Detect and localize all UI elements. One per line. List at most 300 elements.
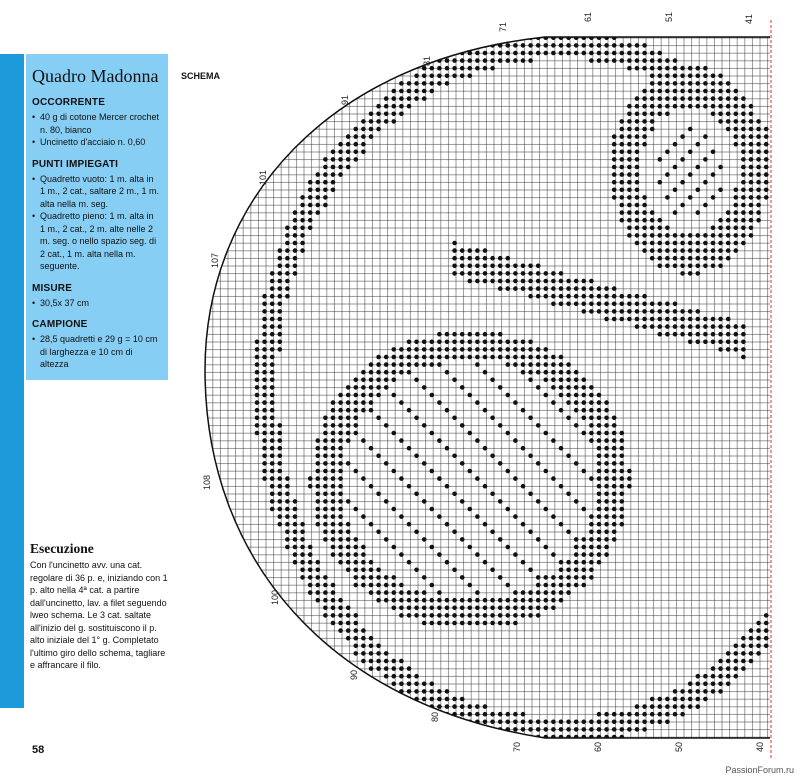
filled-square-dot [316,484,321,489]
filled-square-dot [749,218,754,223]
filled-square-dot [703,317,708,322]
filled-square-dot [612,507,617,512]
filled-square-dot [673,309,678,314]
filled-square-dot [270,279,275,284]
filled-square-dot [414,347,419,352]
filled-square-dot [597,294,602,299]
filled-square-dot [338,484,343,489]
filled-square-dot [293,507,298,512]
filled-square-dot [483,355,488,360]
filled-square-dot [528,355,533,360]
filled-square-dot [741,347,746,352]
filled-square-dot [680,134,685,139]
filled-square-dot [323,454,328,459]
filled-square-dot [589,438,594,443]
filled-square-dot [688,689,693,694]
filled-square-dot [468,332,473,337]
filled-square-dot [658,309,663,314]
filled-square-dot [498,340,503,345]
filled-square-dot [635,104,640,109]
filled-square-dot [445,704,450,709]
filled-square-dot [422,347,427,352]
filled-square-dot [635,241,640,246]
filled-square-dot [658,180,663,185]
filled-square-dot [536,370,541,375]
filled-square-dot [414,530,419,535]
filled-square-dot [726,233,731,238]
filled-square-dot [513,613,518,618]
filled-square-dot [536,355,541,360]
filled-square-dot [483,51,488,56]
filled-square-dot [270,431,275,436]
filled-square-dot [696,248,701,253]
filled-square-dot [483,727,488,732]
filled-square-dot [407,590,412,595]
filled-square-dot [597,309,602,314]
filled-square-dot [764,134,769,139]
filled-square-dot [749,188,754,193]
filled-square-dot [620,514,625,519]
filled-square-dot [452,332,457,337]
filled-square-dot [574,378,579,383]
filled-square-dot [278,332,283,337]
filled-square-dot [361,385,366,390]
filled-square-dot [620,720,625,725]
filled-square-dot [528,279,533,284]
filled-square-dot [764,628,769,633]
filled-square-dot [544,720,549,725]
filled-square-dot [490,279,495,284]
filled-square-dot [734,203,739,208]
filled-square-dot [521,51,526,56]
filled-square-dot [278,514,283,519]
filled-square-dot [399,613,404,618]
filled-square-dot [642,58,647,63]
filled-square-dot [536,598,541,603]
filled-square-dot [620,499,625,504]
filled-square-dot [688,66,693,71]
filled-square-dot [414,355,419,360]
filled-square-dot [262,347,267,352]
filled-square-dot [460,575,465,580]
filled-square-dot [308,560,313,565]
row-number-bottom-40: 40 [755,741,765,752]
filled-square-dot [316,575,321,580]
filled-square-dot [696,81,701,86]
filled-square-dot [392,590,397,595]
filled-square-dot [270,302,275,307]
filled-square-dot [346,613,351,618]
filled-square-dot [430,362,435,367]
filled-square-dot [452,271,457,276]
list-item: • Quadretto pieno: 1 m. alta in 1 m., 2 cat., 2 m. alte nelle 2 m. seg. o nello spazio seg. di 2 cat., 1 m. alta nella m. seguente. [32,210,160,273]
filled-square-dot [278,446,283,451]
filled-square-dot [376,454,381,459]
filled-square-dot [338,621,343,626]
filled-square-dot [270,438,275,443]
filled-square-dot [392,606,397,611]
filled-square-dot [544,727,549,732]
filled-square-dot [528,340,533,345]
filled-square-dot [559,370,564,375]
filled-square-dot [528,51,533,56]
filled-square-dot [665,195,670,200]
filled-square-dot [452,378,457,383]
filled-square-dot [445,606,450,611]
filled-square-dot [384,423,389,428]
filled-square-dot [711,666,716,671]
filled-square-dot [680,264,685,269]
filled-square-dot [422,689,427,694]
filled-square-dot [475,66,480,71]
filled-square-dot [437,613,442,618]
filled-square-dot [392,682,397,687]
filled-square-dot [384,355,389,360]
filled-square-dot [544,271,549,276]
filled-square-dot [734,142,739,147]
filled-square-dot [620,469,625,474]
filled-square-dot [300,522,305,527]
filled-square-dot [544,378,549,383]
filled-square-dot [346,385,351,390]
filled-square-dot [384,378,389,383]
filled-square-dot [635,134,640,139]
filled-square-dot [551,286,556,291]
filled-square-dot [566,492,571,497]
filled-square-dot [635,172,640,177]
filled-square-dot [437,514,442,519]
filled-square-dot [642,195,647,200]
filled-square-dot [437,621,442,626]
filled-square-dot [361,127,366,132]
filled-square-dot [369,575,374,580]
filled-square-dot [635,58,640,63]
filled-square-dot [285,279,290,284]
filled-square-dot [711,81,716,86]
filled-square-dot [612,294,617,299]
filled-square-dot [589,286,594,291]
filled-square-dot [521,712,526,717]
filled-square-dot [665,233,670,238]
filled-square-dot [658,51,663,56]
filled-square-dot [285,484,290,489]
filled-square-dot [597,400,602,405]
filled-square-dot [475,355,480,360]
filled-square-dot [270,370,275,375]
filled-square-dot [285,537,290,542]
filled-square-dot [506,256,511,261]
filled-square-dot [506,431,511,436]
filled-square-dot [399,583,404,588]
filled-square-dot [346,461,351,466]
filled-square-dot [597,560,602,565]
filled-square-dot [521,484,526,489]
filled-square-dot [316,469,321,474]
filled-square-dot [323,537,328,542]
filled-square-dot [635,720,640,725]
filled-square-dot [270,423,275,428]
filled-square-dot [749,112,754,117]
filled-square-dot [756,142,761,147]
filled-square-dot [726,340,731,345]
filled-square-dot [316,499,321,504]
filled-square-dot [338,393,343,398]
filled-square-dot [582,545,587,550]
filled-square-dot [285,294,290,299]
filled-square-dot [536,590,541,595]
filled-square-dot [604,484,609,489]
filled-square-dot [338,598,343,603]
filled-square-dot [506,393,511,398]
filled-square-dot [483,332,488,337]
filled-square-dot [627,712,632,717]
filled-square-dot [262,362,267,367]
filled-square-dot [627,218,632,223]
filled-square-dot [430,682,435,687]
filled-square-dot [741,172,746,177]
filled-square-dot [338,157,343,162]
filled-square-dot [399,514,404,519]
filled-square-dot [726,226,731,231]
filled-square-dot [574,552,579,557]
filled-square-dot [574,43,579,48]
filled-square-dot [620,180,625,185]
filled-square-dot [574,727,579,732]
filled-square-dot [430,697,435,702]
filled-square-dot [665,256,670,261]
filled-square-dot [285,514,290,519]
row-number-80: 80 [430,711,440,722]
filled-square-dot [756,180,761,185]
filled-square-dot [384,461,389,466]
filled-square-dot [559,355,564,360]
filled-square-dot [597,438,602,443]
filled-square-dot [513,279,518,284]
filled-square-dot [331,172,336,177]
filled-square-dot [589,400,594,405]
filled-square-dot [741,203,746,208]
filled-square-dot [559,408,564,413]
filled-square-dot [582,552,587,557]
filled-square-dot [627,720,632,725]
filled-square-dot [331,530,336,535]
filled-square-dot [399,682,404,687]
filled-square-dot [361,575,366,580]
filled-square-dot [741,134,746,139]
filled-square-dot [604,309,609,314]
filled-square-dot [627,210,632,215]
filled-square-dot [475,51,480,56]
filled-square-dot [270,476,275,481]
filled-square-dot [407,682,412,687]
filled-square-dot [620,165,625,170]
filled-square-dot [392,469,397,474]
filled-square-dot [718,165,723,170]
filled-square-dot [756,127,761,132]
filled-square-dot [316,568,321,573]
filled-square-dot [430,74,435,79]
filled-square-dot [255,340,260,345]
filled-square-dot [323,530,328,535]
filled-square-dot [589,476,594,481]
filled-square-dot [460,271,465,276]
filled-square-dot [262,438,267,443]
filled-square-dot [399,370,404,375]
filled-square-dot [528,727,533,732]
filled-square-dot [604,438,609,443]
filled-square-dot [338,446,343,451]
filled-square-dot [521,347,526,352]
filled-square-dot [361,628,366,633]
filled-square-dot [658,58,663,63]
filled-square-dot [316,583,321,588]
filled-square-dot [642,712,647,717]
filled-square-dot [316,492,321,497]
filled-square-dot [278,286,283,291]
filled-square-dot [741,324,746,329]
filled-square-dot [323,583,328,588]
filled-square-dot [741,165,746,170]
filled-square-dot [703,241,708,246]
filled-square-dot [734,651,739,656]
filled-square-dot [650,697,655,702]
filled-square-dot [688,332,693,337]
filled-square-dot [384,119,389,124]
filled-square-dot [270,340,275,345]
filled-square-dot [460,598,465,603]
filled-square-dot [452,606,457,611]
filled-square-dot [300,195,305,200]
row-number-100: 100 [270,589,280,605]
filled-square-dot [665,241,670,246]
filled-square-dot [559,484,564,489]
filled-square-dot [414,590,419,595]
filled-square-dot [407,104,412,109]
filled-square-dot [384,575,389,580]
filled-square-dot [650,256,655,261]
filled-square-dot [483,66,488,71]
filled-square-dot [726,682,731,687]
filled-square-dot [711,89,716,94]
filled-square-dot [574,400,579,405]
filled-square-dot [490,720,495,725]
filled-square-dot [620,484,625,489]
filled-square-dot [483,340,488,345]
filled-square-dot [498,286,503,291]
filled-square-dot [604,476,609,481]
filled-square-dot [278,294,283,299]
filled-square-dot [270,347,275,352]
filled-square-dot [756,134,761,139]
filled-square-dot [566,378,571,383]
row-number-101: 101 [258,169,268,185]
filled-square-dot [536,606,541,611]
filled-square-dot [468,469,473,474]
filled-square-dot [566,43,571,48]
filled-square-dot [354,157,359,162]
filled-square-dot [323,499,328,504]
filled-square-dot [414,492,419,497]
filled-square-dot [308,583,313,588]
filled-square-dot [293,537,298,542]
filled-square-dot [665,89,670,94]
filled-square-dot [635,727,640,732]
filled-square-dot [475,514,480,519]
filled-square-dot [658,89,663,94]
filled-square-dot [536,727,541,732]
filled-square-dot [255,431,260,436]
filled-square-dot [566,583,571,588]
filled-square-dot [756,636,761,641]
filled-square-dot [703,104,708,109]
filled-square-dot [331,476,336,481]
filled-square-dot [331,499,336,504]
filled-square-dot [635,302,640,307]
filled-square-dot [741,340,746,345]
filled-square-dot [665,697,670,702]
filled-square-dot [718,659,723,664]
filled-square-dot [437,606,442,611]
filled-square-dot [544,507,549,512]
filled-square-dot [430,606,435,611]
filled-square-dot [665,66,670,71]
filled-square-dot [627,172,632,177]
filled-square-dot [270,492,275,497]
filled-square-dot [635,317,640,322]
filled-square-dot [407,89,412,94]
filled-square-dot [392,104,397,109]
filled-square-dot [612,58,617,63]
filled-square-dot [620,446,625,451]
filled-square-dot [278,431,283,436]
filled-square-dot [749,644,754,649]
filled-square-dot [620,431,625,436]
filled-square-dot [498,621,503,626]
filled-square-dot [270,393,275,398]
filled-square-dot [452,66,457,71]
filled-square-dot [734,324,739,329]
filled-square-dot [300,537,305,542]
filled-square-dot [316,454,321,459]
filled-square-dot [338,560,343,565]
filled-square-dot [635,704,640,709]
filled-square-dot [361,150,366,155]
filled-square-dot [726,96,731,101]
filled-square-dot [475,279,480,284]
filled-square-dot [354,575,359,580]
filled-square-dot [490,492,495,497]
filled-square-dot [718,674,723,679]
filled-square-dot [566,36,571,41]
filled-square-dot [551,598,556,603]
filled-square-dot [673,256,678,261]
filled-square-dot [262,385,267,390]
filled-square-dot [574,302,579,307]
filled-square-dot [392,362,397,367]
filled-square-dot [376,530,381,535]
filled-square-dot [642,112,647,117]
filled-square-dot [635,142,640,147]
filled-square-dot [384,104,389,109]
filled-square-dot [718,347,723,352]
filled-square-dot [597,476,602,481]
filled-square-dot [437,689,442,694]
filled-square-dot [726,89,731,94]
filled-square-dot [620,438,625,443]
filled-square-dot [718,112,723,117]
filled-square-dot [468,507,473,512]
filled-square-dot [574,51,579,56]
